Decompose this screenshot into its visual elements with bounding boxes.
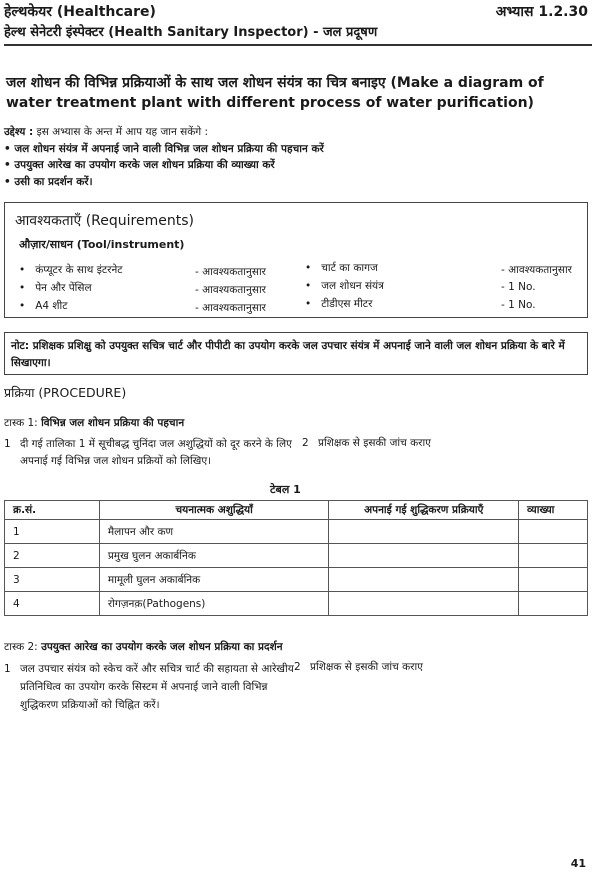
module-subtitle: हेल्थ सेनेटरी इंस्पेक्टर (Health Sanitary Inspector) - जल प्रदूषण (4, 25, 378, 40)
requirement-item: • जल शोधन संयंत्र (305, 280, 384, 292)
requirement-qty: - 1 No. (501, 281, 536, 293)
objective-item: • जल शोधन संयंत्र में अपनाई जाने वाली विभिन्न जल शोधन प्रक्रिया की पहचान करें (4, 142, 324, 155)
task1-heading (4, 416, 184, 430)
task1-step1: 1 दी गई तालिका 1 में सूचीबद्ध चुनिंदा जल अशुद्धियों को दूर करने के लिए अपनाई गई विभिन्न जल शोधन प्रक्रियों को लिखिए। (4, 438, 292, 467)
instructor-note: नोट: प्रशिक्षक प्रशिक्षु को उपयुक्त सचित्र चार्ट और पीपीटी का उपयोग करके जल उपचार संयंत्र में अपनाई जाने वाली जल शोधन प्रक्रिया के बारे में सिखाएगा। (4, 332, 588, 375)
objectives-intro: इस अभ्यास के अन्त में आप यह जान सकेंगे : (36, 126, 209, 138)
requirement-qty: - आवश्यकतानुसार (195, 266, 266, 278)
process-cell[interactable] (329, 592, 519, 616)
process-cell[interactable] (329, 520, 519, 544)
requirement-qty: - आवश्यकतानुसार (195, 302, 266, 314)
col-header-serial: क्र.सं. (5, 501, 100, 520)
objective-item: • उपयुक्त आरेख का उपयोग करके जल शोधन प्रक्रिया की व्याख्या करें (4, 159, 275, 171)
explanation-cell[interactable] (519, 592, 588, 616)
process-cell[interactable] (329, 544, 519, 568)
requirement-qty: - आवश्यकतानुसार (501, 264, 572, 276)
requirements-box (4, 202, 588, 318)
requirement-item: • कंप्यूटर के साथ इंटरनेट (19, 264, 123, 276)
procedure-heading: प्रक्रिया (PROCEDURE) (4, 385, 127, 400)
col-header-impurity: चयनात्मक अशुद्धियाँ (99, 501, 329, 520)
table-row: 4 रोगज़नक़(Pathogens) (5, 592, 588, 616)
table-row: 1 मैलापन और कण (5, 520, 588, 544)
process-cell[interactable] (329, 568, 519, 592)
task2-title: उपयुक्त आरेख का उपयोग करके जल शोधन प्रक्रिया का प्रदर्शन (41, 641, 283, 653)
table-row: 2 प्रमुख घुलन अकार्बनिक (5, 544, 588, 568)
requirement-item: • चार्ट का कागज (305, 262, 378, 274)
requirement-item: • टीडीएस मीटर (305, 298, 373, 310)
col-header-process: अपनाई गई शुद्धिकरण प्रक्रियाएँ (329, 501, 519, 520)
explanation-cell[interactable] (519, 520, 588, 544)
exercise-number: अभ्यास 1.2.30 (495, 4, 588, 20)
explanation-cell[interactable] (519, 568, 588, 592)
objective-item: • उसी का प्रदर्शन करें। (4, 175, 93, 188)
requirements-title: आवश्यकताएँ (Requirements) (15, 213, 194, 229)
task2-heading (4, 640, 283, 654)
exercise-title: जल शोधन की विभिन्न प्रक्रियाओं के साथ जल शोधन संयंत्र का चित्र बनाइए (Make a diagram of water treatment plant with different process of water purification) (6, 75, 544, 111)
tools-subtitle: औज़ार/साधन (Tool/instrument) (19, 238, 185, 251)
task2-step2: 2 प्रशिक्षक से इसकी जांच कराए (294, 661, 423, 673)
objectives-section (4, 124, 584, 190)
trade-heading: हेल्थकेयर (Healthcare) (4, 4, 156, 20)
requirement-qty: - 1 No. (501, 299, 536, 311)
col-header-explanation: व्याख्या (519, 501, 588, 520)
requirement-qty: - आवश्यकतानुसार (195, 284, 266, 296)
requirement-item: • पेन और पेंसिल (19, 282, 92, 294)
explanation-cell[interactable] (519, 544, 588, 568)
objectives-label: उद्देश्य : (4, 126, 34, 138)
requirement-item: • A4 शीट (19, 300, 68, 312)
table-header-row (5, 501, 588, 520)
task1-title: विभिन्न जल शोधन प्रक्रिया की पहचान (41, 417, 185, 429)
header-divider (4, 44, 592, 46)
impurities-table (4, 500, 588, 616)
task1-label: टास्क 1: (4, 417, 38, 429)
task2-label: टास्क 2: (4, 641, 38, 653)
task2-step1: 1 जल उपचार संयंत्र को स्केच करें और सचित्र चार्ट की सहायता से आरेखीय प्रतिनिधित्व का उपयोग करके सिस्टम में अपनाई जाने वाली विभिन्न शुद्धिकरण प्रक्रियाओं को चिह्नित करें। (4, 663, 294, 711)
table-caption: टेबल 1 (270, 483, 301, 496)
task1-step2: 2 प्रशिक्षक से इसकी जांच कराए (302, 437, 431, 449)
table-row: 3 मामूली घुलन अकार्बनिक (5, 568, 588, 592)
page-number: 41 (570, 857, 586, 870)
